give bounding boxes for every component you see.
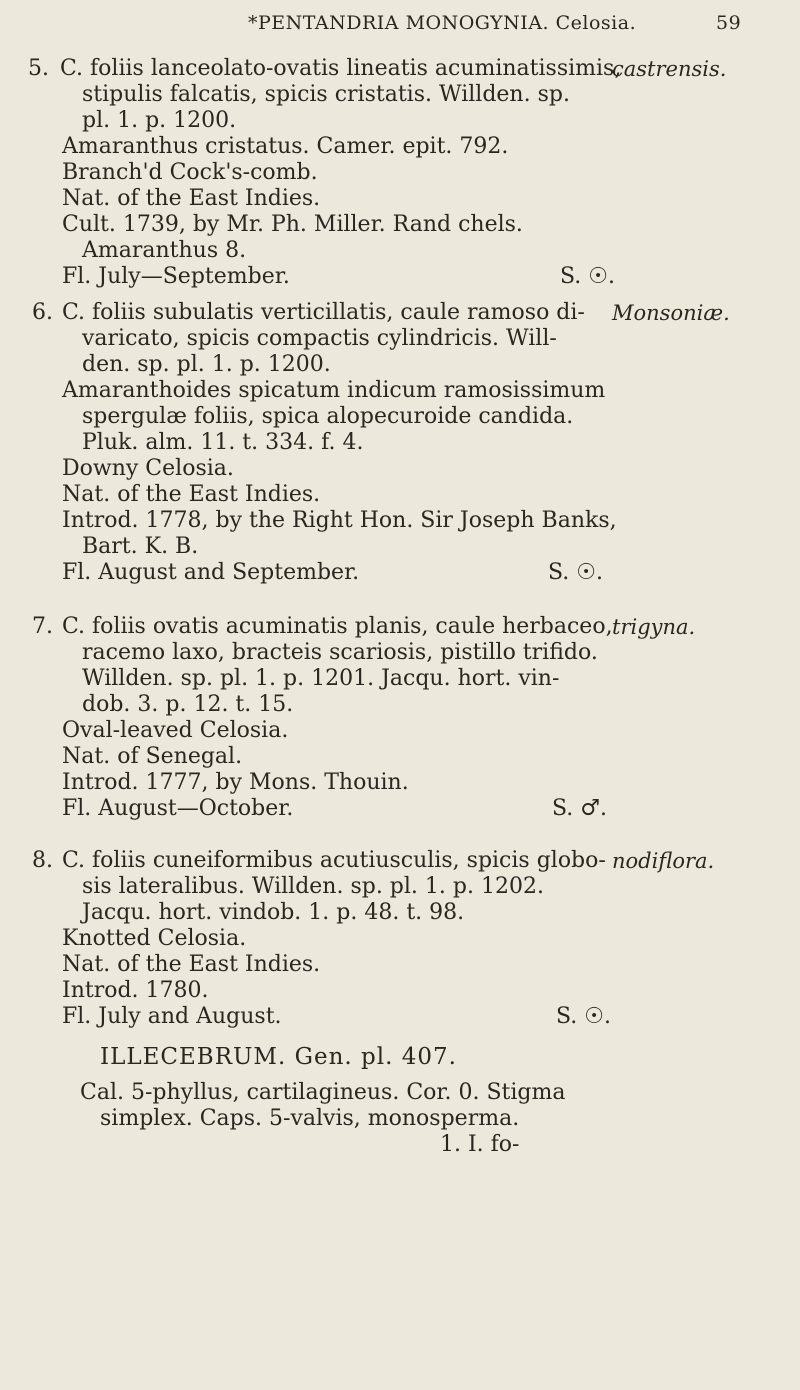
entry-line: C. foliis cuneiformibus acutiusculis, spicis globo- <box>62 848 606 873</box>
entry-line: racemo laxo, bracteis scariosis, pistillo trifido. <box>82 640 598 665</box>
entry-line: Oval-leaved Celosia. <box>62 718 289 743</box>
genus-character-line: simplex. Caps. 5-valvis, monosperma. <box>100 1106 520 1131</box>
life-mark: S. ☉. <box>556 1004 611 1029</box>
entry-line: Introd. 1780. <box>62 978 209 1003</box>
entry-line: Fl. August and September. <box>62 560 360 585</box>
entry-line: Amaranthus cristatus. Camer. epit. 792. <box>62 134 509 159</box>
entry-line: Willden. sp. pl. 1. p. 1201. Jacqu. hort. vin- <box>82 666 560 691</box>
entry-line: Introd. 1778, by the Right Hon. Sir Joseph Banks, <box>62 508 617 533</box>
entry-line: Nat. of the East Indies. <box>62 482 321 507</box>
entry-line: stipulis falcatis, spicis cristatis. Willden. sp. <box>82 82 570 107</box>
entry-line: C. foliis ovatis acuminatis planis, caule herbaceo, <box>62 614 613 639</box>
entry-line: Cult. 1739, by Mr. Ph. Miller. Rand chels. <box>62 212 523 237</box>
life-mark: S. ☉. <box>560 264 615 289</box>
entry-line: Fl. July and August. <box>62 1004 282 1029</box>
entry-line: dob. 3. p. 12. t. 15. <box>82 692 294 717</box>
entry-number: 8. <box>32 848 53 873</box>
entry-line: den. sp. pl. 1. p. 1200. <box>82 352 331 377</box>
entry-line: Amaranthus 8. <box>82 238 247 263</box>
entry-line: Introd. 1777, by Mons. Thouin. <box>62 770 409 795</box>
entry-line: Nat. of the East Indies. <box>62 952 321 977</box>
genus-character-line: Cal. 5-phyllus, cartilagineus. Cor. 0. Stigma <box>80 1080 566 1105</box>
life-mark: S. ☉. <box>548 560 603 585</box>
entry-line: pl. 1. p. 1200. <box>82 108 237 133</box>
entry-line: varicato, spicis compactis cylindricis. Will- <box>82 326 557 351</box>
species-epithet: castrensis. <box>612 57 727 81</box>
entry-line: sis lateralibus. Willden. sp. pl. 1. p. 1202. <box>82 874 544 899</box>
entry-line: Pluk. alm. 11. t. 334. f. 4. <box>82 430 364 455</box>
running-header <box>0 12 800 42</box>
page-number: 59 <box>716 12 742 34</box>
entry-line: Branch'd Cock's-comb. <box>62 160 318 185</box>
running-title: *PENTANDRIA MONOGYNIA. Celosia. <box>248 12 637 34</box>
entry-number: 7. <box>32 614 53 639</box>
entry-line: C. foliis lanceolato-ovatis lineatis acuminatissimis, <box>60 56 622 81</box>
species-epithet: Monsoniæ. <box>612 301 730 325</box>
entry-line: Nat. of Senegal. <box>62 744 243 769</box>
life-mark: S. ♂. <box>552 796 607 821</box>
entry-line: Amaranthoides spicatum indicum ramosissimum <box>62 378 606 403</box>
entry-number: 5. <box>28 56 49 81</box>
species-epithet: trigyna. <box>612 615 696 639</box>
species-epithet: nodiflora. <box>612 849 715 873</box>
entry-line: Knotted Celosia. <box>62 926 247 951</box>
genus-heading: ILLECEBRUM. Gen. pl. 407. <box>100 1044 457 1070</box>
entry-line: Fl. July—September. <box>62 264 290 289</box>
catchword: 1. I. fo- <box>440 1132 520 1157</box>
entry-line: C. foliis subulatis verticillatis, caule ramoso di- <box>62 300 585 325</box>
entry-line: Jacqu. hort. vindob. 1. p. 48. t. 98. <box>82 900 465 925</box>
entry-line: Bart. K. B. <box>82 534 199 559</box>
entry-line: Downy Celosia. <box>62 456 234 481</box>
entry-number: 6. <box>32 300 53 325</box>
entry-line: spergulæ foliis, spica alopecuroide candida. <box>82 404 574 429</box>
entry-line: Nat. of the East Indies. <box>62 186 321 211</box>
entry-line: Fl. August—October. <box>62 796 294 821</box>
